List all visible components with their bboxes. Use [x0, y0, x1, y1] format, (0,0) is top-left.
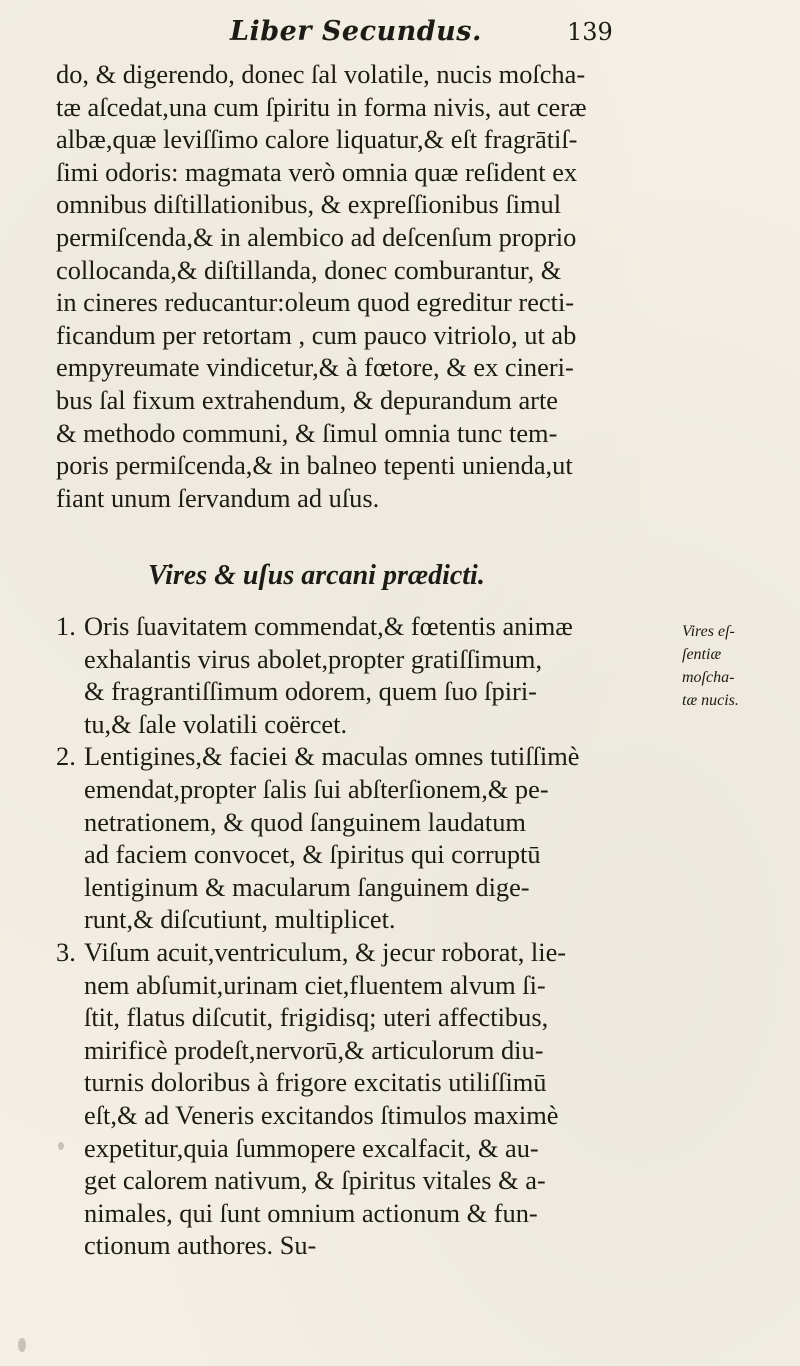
paragraph-line: fiant unum ſervandum ad uſus. [56, 482, 380, 513]
list-item-line: Oris ſuavitatem commendat,& fœtentis animæ [84, 611, 573, 641]
paragraph-line: & methodo communi, & ſimul omnia tunc tem- [56, 417, 558, 448]
list-item-line: nem abſumit,urinam ciet,fluentem alvum ſi- [84, 969, 546, 1000]
list-item-line: tu,& ſale volatili coërcet. [84, 708, 348, 739]
paragraph-line: do, & digerendo, donec ſal volatile, nucis moſcha- [56, 59, 586, 89]
margin-note-line: Vires eſ- [682, 623, 735, 640]
list-item-line: expetitur,quia ſummopere excalfacit, & au- [84, 1132, 539, 1163]
page-header [0, 14, 800, 54]
margin-note [682, 620, 800, 712]
list-item-line: ctionum authores. Su- [84, 1230, 317, 1261]
list-item-line: & fragrantiſſimum odorem, quem ſuo ſpiri- [84, 676, 537, 707]
list-item [56, 610, 676, 740]
list-item-line: nimales, qui ſunt omnium actionum & fun- [84, 1197, 538, 1228]
paragraph-line: permiſcenda,& in alembico ad deſcenſum proprio [56, 221, 577, 252]
page-number: 139 [567, 18, 613, 46]
list-item-line: get calorem nativum, & ſpiritus vitales & a- [84, 1165, 546, 1196]
paragraph-line: tæ aſcedat,una cum ſpiritu in forma nivis, aut ceræ [56, 91, 587, 122]
list-item-number: 1. [56, 611, 76, 641]
paragraph-line: omnibus diſtillationibus, & expreſſionibus ſimul [56, 189, 562, 220]
list-item [56, 740, 676, 936]
list-item-line: eſt,& ad Veneris excitandos ſtimulos maximè [84, 1099, 559, 1130]
list-item-line: turnis doloribus à frigore excitatis utiliſſimū [84, 1067, 547, 1098]
list-item [56, 936, 676, 1262]
list-item-line: ſtit, flatus diſcutit, frigidisq; uteri affectibus, [84, 1002, 549, 1033]
body-paragraph [56, 58, 616, 514]
list-item-line: netrationem, & quod ſanguinem laudatum [84, 806, 526, 837]
margin-note-line: moſcha- [682, 669, 735, 686]
paragraph-line: collocanda,& diſtillanda, donec comburantur, & [56, 254, 562, 285]
list-item-line: runt,& diſcutiunt, multiplicet. [84, 904, 396, 935]
paragraph-line: ficandum per retortam , cum pauco vitriolo, ut ab [56, 319, 577, 350]
list-item-number: 2. [56, 741, 76, 772]
margin-note-line: tæ nucis. [682, 692, 739, 709]
list-item-line: lentiginum & macularum ſanguinem dige- [84, 871, 530, 902]
numbered-list [56, 610, 676, 1262]
list-item-line: Viſum acuit,ventriculum, & jecur roborat, lie- [84, 936, 567, 967]
ink-speck [18, 1338, 26, 1352]
ink-speck [58, 1142, 64, 1150]
list-item-line: mirificè prodeſt,nervorū,& articulorum diu- [84, 1034, 544, 1065]
section-heading: Vires & uſus arcani prædicti. [148, 560, 485, 591]
running-title: Liber Secundus. [230, 16, 482, 47]
paragraph-line: empyreumate vindicetur,& à fœtore, & ex cineri- [56, 352, 574, 383]
margin-note-line: ſentiæ [682, 646, 722, 663]
paragraph-line: in cineres reducantur:oleum quod egreditur recti- [56, 287, 575, 318]
paragraph-line: poris permiſcenda,& in balneo tepenti unienda,ut [56, 450, 573, 481]
list-item-line: exhalantis virus abolet,propter gratiſſimum, [84, 643, 543, 674]
list-item-number: 3. [56, 936, 76, 967]
paragraph-line: albæ,quæ leviſſimo calore liquatur,& eſt fragrātiſ- [56, 124, 578, 155]
list-item-line: ad faciem convocet, & ſpiritus qui corruptū [84, 839, 541, 870]
list-item-line: Lentigines,& faciei & maculas omnes tutiſſimè [84, 741, 580, 772]
paragraph-line: bus ſal fixum extrahendum, & depurandum arte [56, 384, 559, 415]
list-item-line: emendat,propter ſalis ſui abſterſionem,& pe- [84, 773, 549, 804]
paragraph-line: ſimi odoris: magmata verò omnia quæ reſident ex [56, 156, 578, 187]
